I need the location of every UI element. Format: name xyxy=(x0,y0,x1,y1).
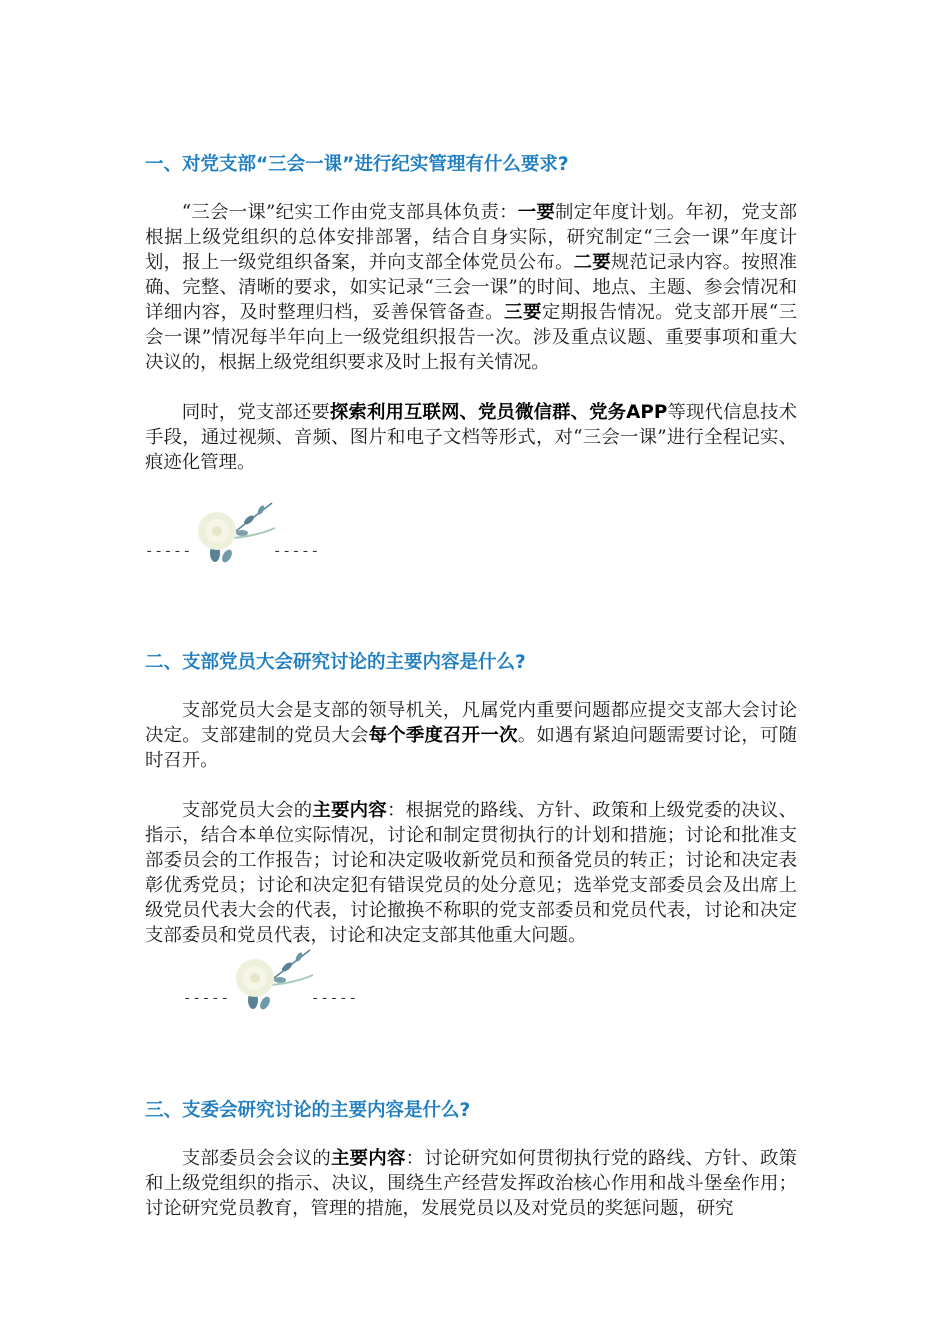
flower-ornament-icon xyxy=(187,498,277,568)
body-text: 同时，党支部还要 xyxy=(181,402,330,423)
emphasis-text: 探索利用互联网、党员微信群、党务APP xyxy=(329,402,668,423)
divider-dash-right: ----- xyxy=(311,991,359,1007)
emphasis-text: 一要 xyxy=(517,202,556,223)
section-1-heading: 一、对党支部“三会一课”进行纪实管理有什么要求? xyxy=(145,154,569,176)
body-text: 等现代信息技术手段，通过视频、音频、图片和电子文档等形式，对“三会一课”进行全程记实、痕迹化管理。 xyxy=(145,402,797,473)
flower-divider-2 xyxy=(183,945,363,1015)
divider-dash-left: ----- xyxy=(183,991,231,1007)
body-text: 。如遇有紧迫问题需要讨论，可随时召开。 xyxy=(145,725,797,771)
emphasis-text: 三要 xyxy=(504,302,542,323)
emphasis-text: 主要内容 xyxy=(331,1148,406,1169)
divider-dash-right: ----- xyxy=(273,544,321,560)
body-text: 支部委员会会议的 xyxy=(181,1148,331,1169)
body-text: 支部党员大会是支部的领导机关，凡属党内重要问题都应提交支部大会讨论决定。支部建制的党员大会 xyxy=(145,700,797,746)
section-1-paragraph-2 xyxy=(145,400,797,475)
emphasis-text: 主要内容 xyxy=(312,800,387,821)
section-2-paragraph-1 xyxy=(145,698,797,773)
divider-dash-left: ----- xyxy=(145,544,193,560)
body-text: 制定年度计划。年初，党支部根据上级党组织的总体安排部署，结合自身实际，研究制定“三会一课”年度计划，报上一级党组织备案，并向支部全体党员公布。 xyxy=(145,202,797,273)
section-1-paragraph-1 xyxy=(145,200,797,375)
body-text: ：根据党的路线、方针、政策和上级党委的决议、指示，结合本单位实际情况，讨论和制定贯彻执行的计划和措施；讨论和批准支部委员会的工作报告；讨论和决定吸收新党员和预备党员的转正；讨论和决定表彰优秀党员；讨论和决定犯有错误党员的处分意见；选举党支部委员会及出席上级党员代表大会的代表，讨论撤换不称职的党支部委员和党员代表，讨论和决定支部委员和党员代表，讨论和决定支部其他重大问题。 xyxy=(145,800,797,946)
body-text: ：讨论研究如何贯彻执行党的路线、方针、政策和上级党组织的指示、决议，围绕生产经营发挥政治核心作用和战斗堡垒作用；讨论研究党员教育，管理的措施，发展党员以及对党员的奖惩问题，研究 xyxy=(145,1148,797,1219)
body-text: 规范记录内容。按照准确、完整、清晰的要求，如实记录“三会一课”的时间、地点、主题、参会情况和详细内容，及时整理归档，妥善保管备查。 xyxy=(145,252,797,323)
body-text: 支部党员大会的 xyxy=(181,800,313,821)
body-text: 定期报告情况。党支部开展“三会一课”情况每半年向上一级党组织报告一次。涉及重点议题、重要事项和重大决议的，根据上级党组织要求及时上报有关情况。 xyxy=(145,302,797,373)
section-3-paragraph-1 xyxy=(145,1146,797,1221)
section-3-heading: 三、支委会研究讨论的主要内容是什么? xyxy=(145,1100,471,1122)
flower-ornament-icon xyxy=(225,945,315,1015)
body-text: “三会一课”纪实工作由党支部具体负责： xyxy=(181,202,518,223)
emphasis-text: 每个季度召开一次 xyxy=(368,725,518,746)
flower-divider-1 xyxy=(145,498,325,568)
section-2-paragraph-2 xyxy=(145,798,797,948)
emphasis-text: 二要 xyxy=(573,252,611,273)
section-2-heading: 二、支部党员大会研究讨论的主要内容是什么? xyxy=(145,652,526,674)
